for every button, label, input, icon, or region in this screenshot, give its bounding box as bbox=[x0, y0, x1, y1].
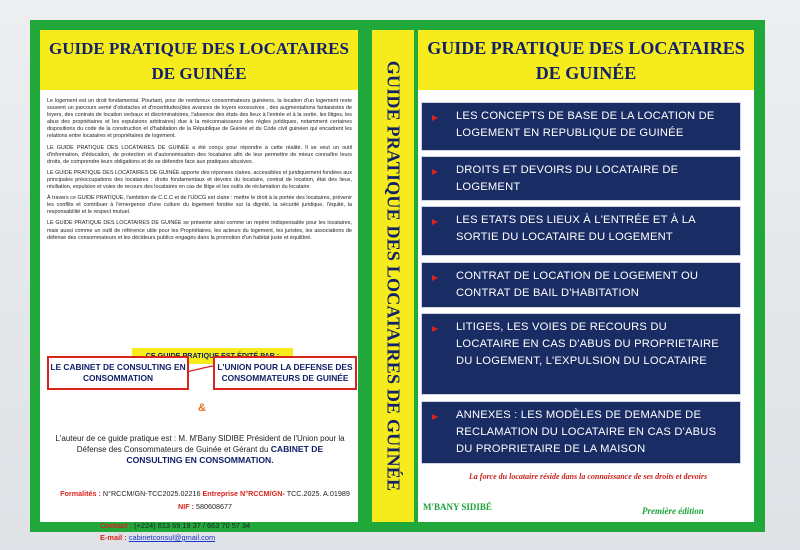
nif-label: NIF : bbox=[178, 502, 194, 511]
contact-info bbox=[100, 520, 330, 544]
publisher-cabinet: LE CABINET DE CONSULTING EN CONSOMMATION bbox=[50, 362, 186, 383]
published-by-banner: PRATIQUE bbox=[132, 348, 293, 364]
chapter-item bbox=[421, 262, 741, 308]
back-title-line1: GUIDE PRATIQUE DES LOCATAIRES bbox=[49, 39, 349, 58]
chapter-label: CONTRAT DE LOCATION DE LOGEMENT OU CONTRAT DE BAIL D'HABITATION bbox=[456, 270, 699, 299]
red-triangle-icon bbox=[432, 414, 438, 420]
front-cover-title bbox=[418, 30, 754, 90]
publisher-union: L'UNION POUR LA DEFENSE DES CONSOMMATEURS DE GUINÉE bbox=[217, 362, 353, 383]
front-title-line1: GUIDE PRATIQUE DES LOCATAIRES bbox=[427, 38, 745, 58]
email-link[interactable]: cabinetconsul@gmail.com bbox=[128, 533, 216, 542]
publisher-cabinet-box bbox=[47, 356, 189, 390]
motto: La force du locataire réside dans la connaissance de ses droits et devoirs bbox=[468, 472, 708, 481]
paragraph: Le logement est un droit fondamental. Pourtant, pour de nombreux consommateurs guinéens, la location d'un logement reste souvent un parcours semé d'obstacles et d'incertitudes(des avances de loyers excessives , des augmentations fantaisistes de loyers, des contrats de location verbaux et discriminatoires, l'absence des états des lieux à l'entrée et à la sortie, les litiges, les abus des propriétaires et les expulsions arbitraires) due à la méconnaissance des règles juridiques, notamment certaines dispositions du code de la construction et d'habitation de la République de Guinée et du Code civil guinéen qui encadrent les relations entre locataires et propriétaires de logement. bbox=[47, 98, 352, 140]
red-triangle-icon bbox=[432, 169, 438, 175]
contact-line bbox=[100, 520, 330, 532]
author-cabinet: CABINET DE CONSULTING EN CONSOMMATION. bbox=[126, 444, 324, 465]
chapter-label: LITIGES, LES VOIES DE RECOURS DU LOCATAIRE EN CAS D'ABUS DU PROPRIETAIRE DU LOGEMENT, L'EXPULSION DU LOCATAIRE bbox=[456, 321, 719, 367]
paragraph: LE GUIDE PRATIQUE DES LOCATAIRES DE GUINÉE apporte des réponses claires, accessibles et juridiquement fondées aux principales préoccupations des locataires : droits fondamentaux et devoirs du locataire, contrat de location, état des lieux, résiliation, expulsion et voies de recours des locataires en cas de litige et les outils de réclamation du locataire bbox=[47, 169, 352, 191]
author-statement bbox=[50, 433, 350, 466]
back-cover bbox=[40, 30, 358, 542]
nif-value: 580608677 bbox=[195, 502, 232, 511]
red-triangle-icon bbox=[432, 326, 438, 332]
legal-info bbox=[60, 487, 350, 513]
email-line bbox=[100, 532, 330, 544]
back-cover-text bbox=[47, 98, 352, 246]
red-triangle-icon bbox=[432, 219, 438, 225]
chapter-label: LES ETATS DES LIEUX À L'ENTRÉE ET À LA SORTIE DU LOCATAIRE DU LOGEMENT bbox=[456, 214, 696, 243]
entreprise-label: Entreprise N°RCCM/GN- bbox=[202, 489, 285, 498]
author-name: M'BANY SIDIBÉ bbox=[423, 502, 492, 512]
paragraph: LE GUIDE PRATIQUE DES LOCATAIRES DE GUINÉE se présente ainsi comme un repère indispensable pour les locataires, mais aussi comme un outil de référence utile pour les Propriétaires, les acteurs du logement, les juristes, les associations de défense des consommateurs et les décideurs publics engagés dans la promotion d'un habitat juste et équilibré. bbox=[47, 220, 352, 241]
ampersand: & bbox=[198, 402, 206, 414]
spine-title: GUIDE PRATIQUE DES LOCATAIRES DE GUINÉE bbox=[383, 60, 404, 492]
author-intro: L'auteur de ce guide pratique est : M. M'Bany SIDIBE Président de l'Union pour la Défense des Consommateurs de Guinée et Gérant du bbox=[55, 434, 345, 454]
chapter-label: ANNEXES : LES MODÈLES DE DEMANDE DE RECLAMATION DU LOCATAIRE EN CAS D'ABUS DU PROPRIETAIRE DE LA MAISON bbox=[456, 409, 717, 455]
spine bbox=[372, 30, 414, 522]
chapter-item bbox=[421, 313, 741, 395]
chapter-item bbox=[421, 102, 741, 151]
publisher-union-box bbox=[213, 356, 357, 390]
email-label: E-mail : bbox=[100, 533, 127, 542]
back-cover-title bbox=[40, 30, 358, 90]
front-cover bbox=[418, 30, 754, 522]
red-triangle-icon bbox=[432, 115, 438, 121]
entreprise-value: TCC.2025. A.01989 bbox=[286, 489, 350, 498]
formalites-label: Formalités : bbox=[60, 489, 101, 498]
chapter-item bbox=[421, 206, 741, 256]
contact-value: (+224) 613 69 19 37 / 663 70 57 34 bbox=[134, 521, 251, 530]
formalites-value: N°RCCM/GN-TCC2025.02216 bbox=[102, 489, 201, 498]
chapter-item bbox=[421, 156, 741, 201]
red-triangle-icon bbox=[432, 275, 438, 281]
paragraph: LE GUIDE PRATIQUE DES LOCATAIRES DE GUINÉE a été conçu pour répondre à cette réalité. Il se veut un outil d'information, d'éducation, de protection et d'autonomisation des locataires afin de leur permettre de mieux connaître leurs droits, de comprendre leurs obligations et de se défendre face aux pratiques abusives. bbox=[47, 144, 352, 165]
front-title-line2: DE GUINÉE bbox=[535, 63, 637, 83]
paragraph: À travers ce GUIDE PRATIQUE, l'ambition de C.C.C et de l'UDCG est claire : mettre le droit à la portée des locataires, prévenir les conflits et contribuer à l'émergence d'une culture du logement fondée sur la dignité, la sécurité juridique, l'équité, la responsabilité et le respect mutuel. bbox=[47, 195, 352, 216]
chapter-label: DROITS ET DEVOIRS DU LOCATAIRE DE LOGEMENT bbox=[456, 164, 679, 193]
edition-label: Première édition bbox=[642, 506, 704, 516]
back-title-line2: DE GUINÉE bbox=[151, 64, 247, 83]
contact-label: Contact : bbox=[100, 521, 133, 530]
chapter-item bbox=[421, 401, 741, 464]
chapter-label: LES CONCEPTS DE BASE DE LA LOCATION DE LOGEMENT EN REPUBLIQUE DE GUINÉE bbox=[456, 110, 715, 139]
